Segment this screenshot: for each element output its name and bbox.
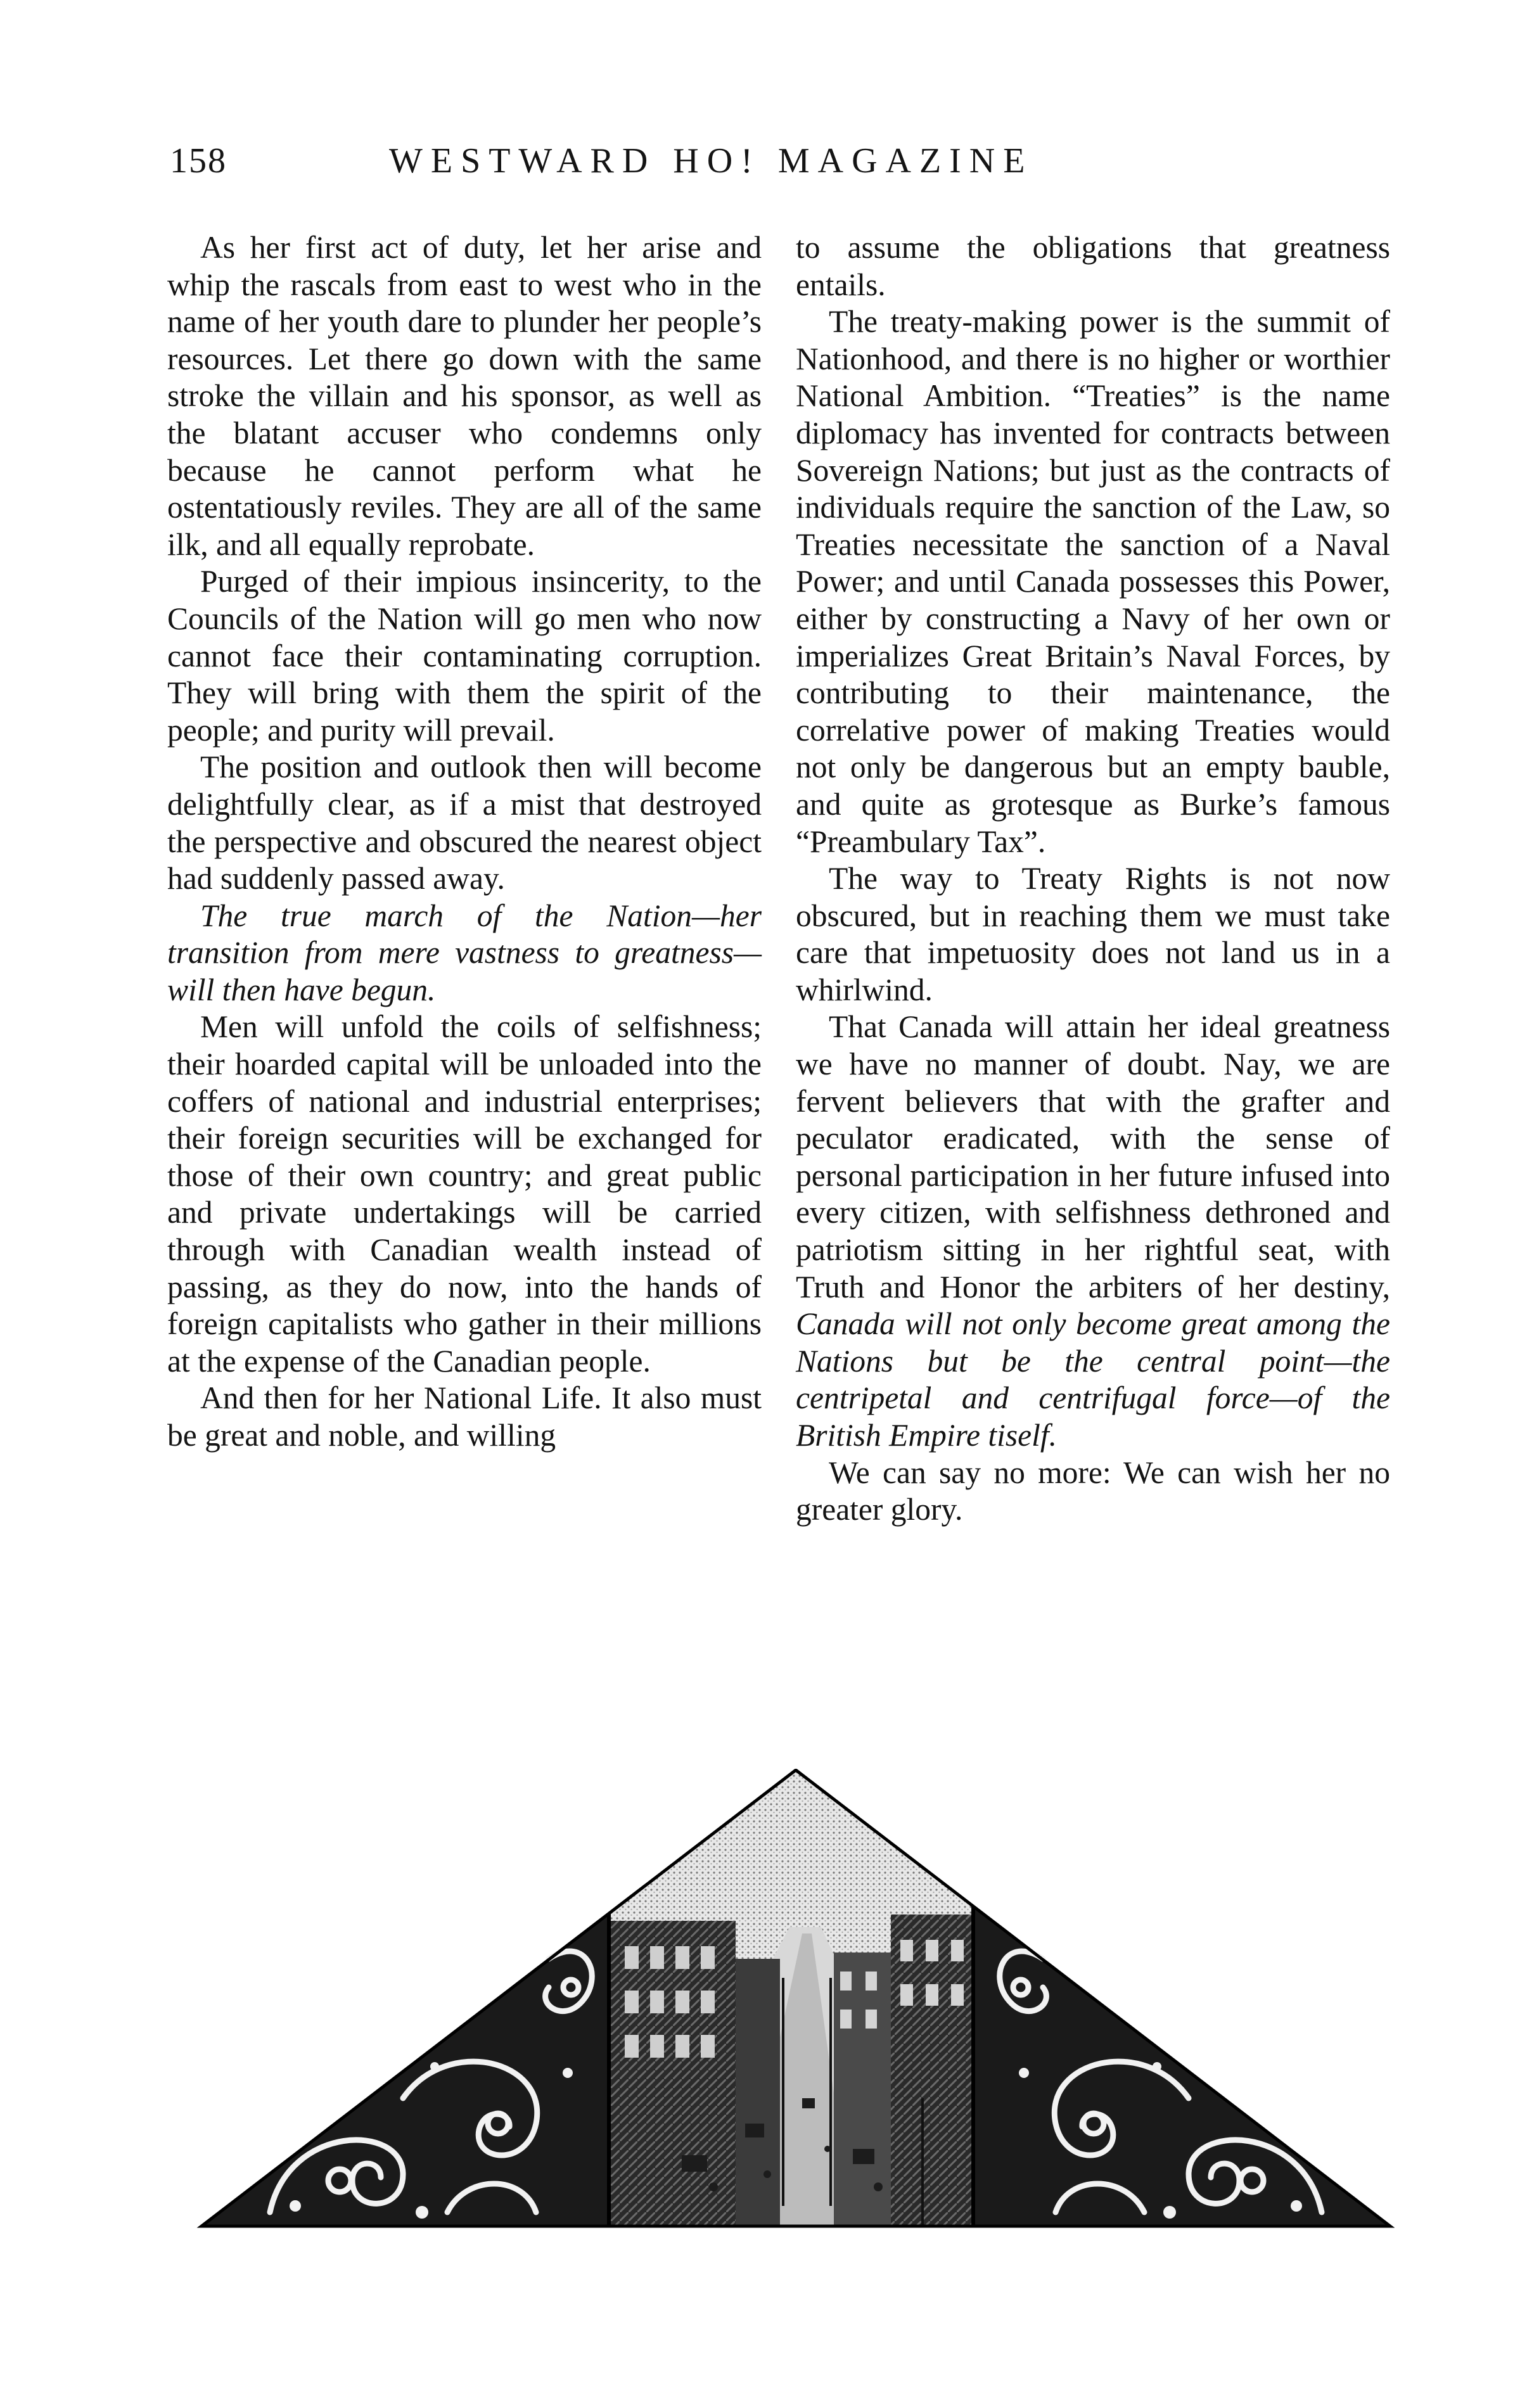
paragraph-text: That Canada will attain her ideal greatness we have no manner of doubt. Nay, we are fervent believers that with the grafter and peculator eradicated, with the sense of personal participation in her future infused into every citizen, with selfishness dethroned and patriotism sitting in her rightful seat, with Truth and Honor the arbiters of her destiny,	[796, 1009, 1390, 1304]
paragraph: The way to Treaty Rights is not now obscured, but in reaching them we must take care that impetuosity does not land us in a whirlwind.	[796, 861, 1390, 1007]
italic-paragraph	[167, 898, 762, 1009]
paragraph-continuation: to assume the obligations that greatness entails.	[796, 230, 1390, 302]
paragraph: The position and outlook then will become delightfully clear, as if a mist that destroyed the perspective and obscured the nearest object had suddenly passed away.	[167, 749, 762, 896]
paragraph: Men will unfold the coils of selfishness; their hoarded capital will be unloaded into the coffers of national and industrial enterprises; their foreign securities will be exchanged for those of their own country; and great public and private undertakings will be carried through with Canadian wealth instead of passing, as they do now, into the hands of foreign capitalists who gather in their millions at the expense of the Canadian people.	[167, 1009, 762, 1379]
paragraph: We can say no more: We can wish her no greater glory.	[796, 1455, 1390, 1527]
paragraph: And then for her National Life. It also must be great and noble, and willing	[167, 1380, 762, 1453]
italic-text: The true march of the Nation—her transition from mere vastness to greatness—will then have begun.	[167, 898, 762, 1007]
left-column	[167, 229, 762, 1455]
paragraph: The treaty-making power is the summit of Nationhood, and there is no higher or worthier National Ambition. “Treaties” is the name diplomacy has invented for contracts between Sovereign Nations; but just as the contracts of individuals require the sanction of the Law, so Treaties necessitate the sanction of a Naval Power; and until Canada possesses this Power, either by constructing a Navy of her own or imperializes Great Britain’s Naval Forces, by contributing to their maintenance, the correlative power of making Treaties would not only be dangerous but an empty bauble, and quite as grotesque as Burke’s famous “Preambulary Tax”.	[796, 304, 1390, 859]
page-number: 158	[170, 141, 227, 181]
running-head: WESTWARD HO! MAGAZINE	[389, 141, 1033, 181]
street-scene-illustration	[194, 1769, 1398, 2230]
paragraph: As her first act of duty, let her arise and whip the rascals from east to west who in the name of her youth dare to plunder her people’s resources. Let there go down with the same stroke the villain and his sponsor, as well as the blatant accuser who condemns only because he cannot perform what he ostentatiously reviles. They are all of the same ilk, and all equally reprobate.	[167, 230, 762, 562]
italic-text: Canada will not only become great among the Nations but be the central point—the centripetal and centrifugal force—of the British Empire tiself.	[796, 1306, 1390, 1453]
paragraph	[796, 1009, 1390, 1454]
paragraph: Purged of their impious insincerity, to the Councils of the Nation will go men who now cannot face their contaminating corruption. They will bring with them the spirit of the people; and purity will prevail.	[167, 564, 762, 748]
right-column	[796, 229, 1390, 1529]
